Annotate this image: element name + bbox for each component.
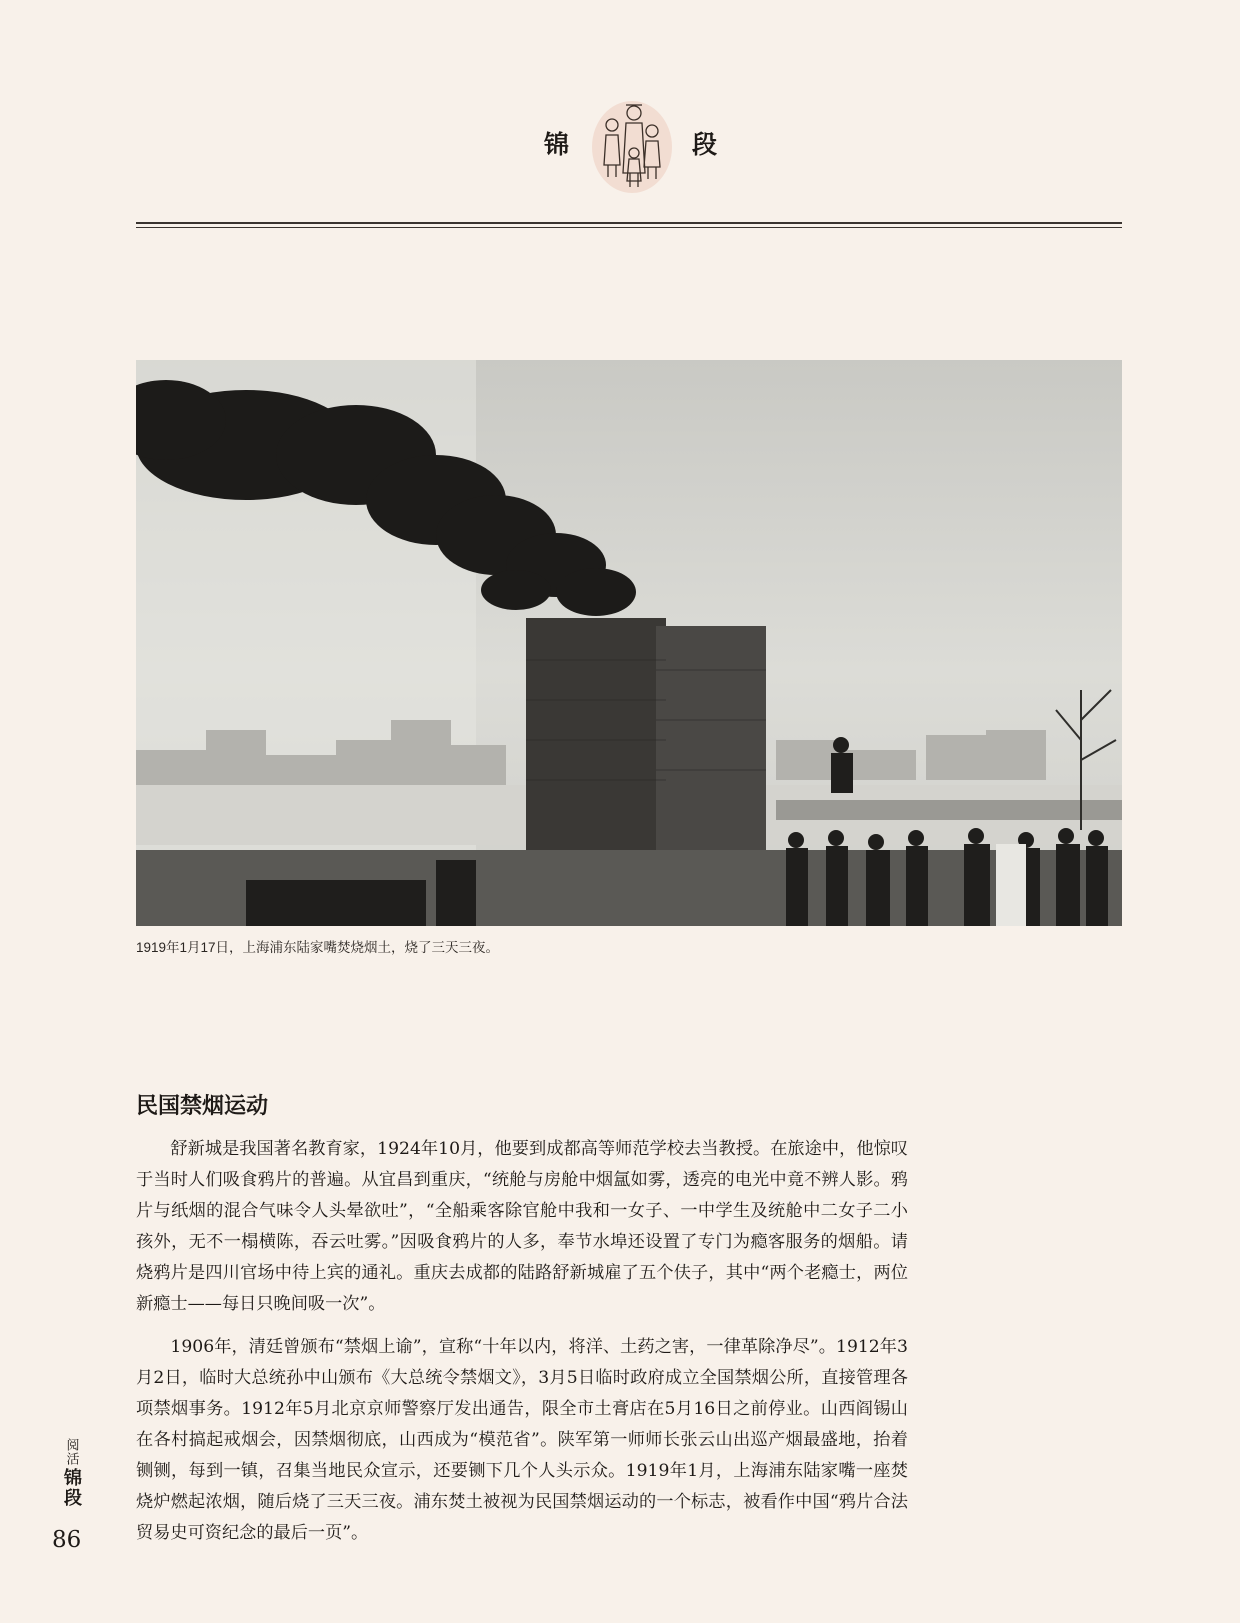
photo-caption: 1919年1月17日，上海浦东陆家嘴焚烧烟土，烧了三天三夜。: [136, 940, 500, 955]
sidebar-section-name: 锦段: [61, 1468, 82, 1508]
page-header: [0, 95, 1240, 195]
sidebar-column-name: 阅活: [63, 1438, 79, 1466]
historical-photo: [136, 360, 1122, 926]
header-rule: [136, 222, 1122, 224]
article-paragraph: 1906年，清廷曾颁布“禁烟上谕”，宣称“十年以内，将洋、土药之害，一律革除净尽”。1912年3月2日，临时大总统孙中山颁布《大总统令禁烟文》，3月5日临时政府成立全国禁烟公所，直接管理各项禁烟事务。1912年5月北京京师警察厅发出通告，限全市土膏店在5月16日之前停业。山西阎锡山在各村搞起戒烟会，因禁烟彻底，山西成为“模范省”。陕军第一师师长张云山出巡产烟最盛地，抬着铡铡，每到一镇，召集当地民众宣示，还要铡下几个人头示众。1919年1月，上海浦东陆家嘴一座焚烧炉燃起浓烟，随后烧了三天三夜。浦东焚土被视为民国禁烟运动的一个标志，被看作中国“鸦片合法贸易史可资纪念的最后一页”。: [136, 1337, 908, 1543]
figures-emblem: [590, 95, 674, 195]
article-paragraph: 舒新城是我国著名教育家，1924年10月，他要到成都高等师范学校去当教授。在旅途中，他惊叹于当时人们吸食鸦片的普遍。从宜昌到重庆，“统舱与房舱中烟氲如雾，透亮的电光中竟不辨人影。鸦片与纸烟的混合气味令人头晕欲吐”，“全船乘客除官舱中我和一女子、一中学生及统舱中二女子二小孩外，无不一榻横陈，吞云吐雾。”因吸食鸦片的人多，奉节水埠还设置了专门为瘾客服务的烟船。请烧鸦片是四川官场中待上宾的通礼。重庆去成都的陆路舒新城雇了五个伕子，其中“两个老瘾士，两位新瘾士——每日只晚间吸一次”。: [136, 1139, 908, 1314]
header-rule-thin: [136, 227, 1122, 228]
page-number: 86: [52, 1527, 82, 1553]
header-right-char: 段: [692, 130, 718, 159]
header-left-char: 锦: [544, 130, 570, 159]
section-sidebar: [56, 1438, 86, 1508]
section-title: 民国禁烟运动: [136, 1094, 269, 1119]
